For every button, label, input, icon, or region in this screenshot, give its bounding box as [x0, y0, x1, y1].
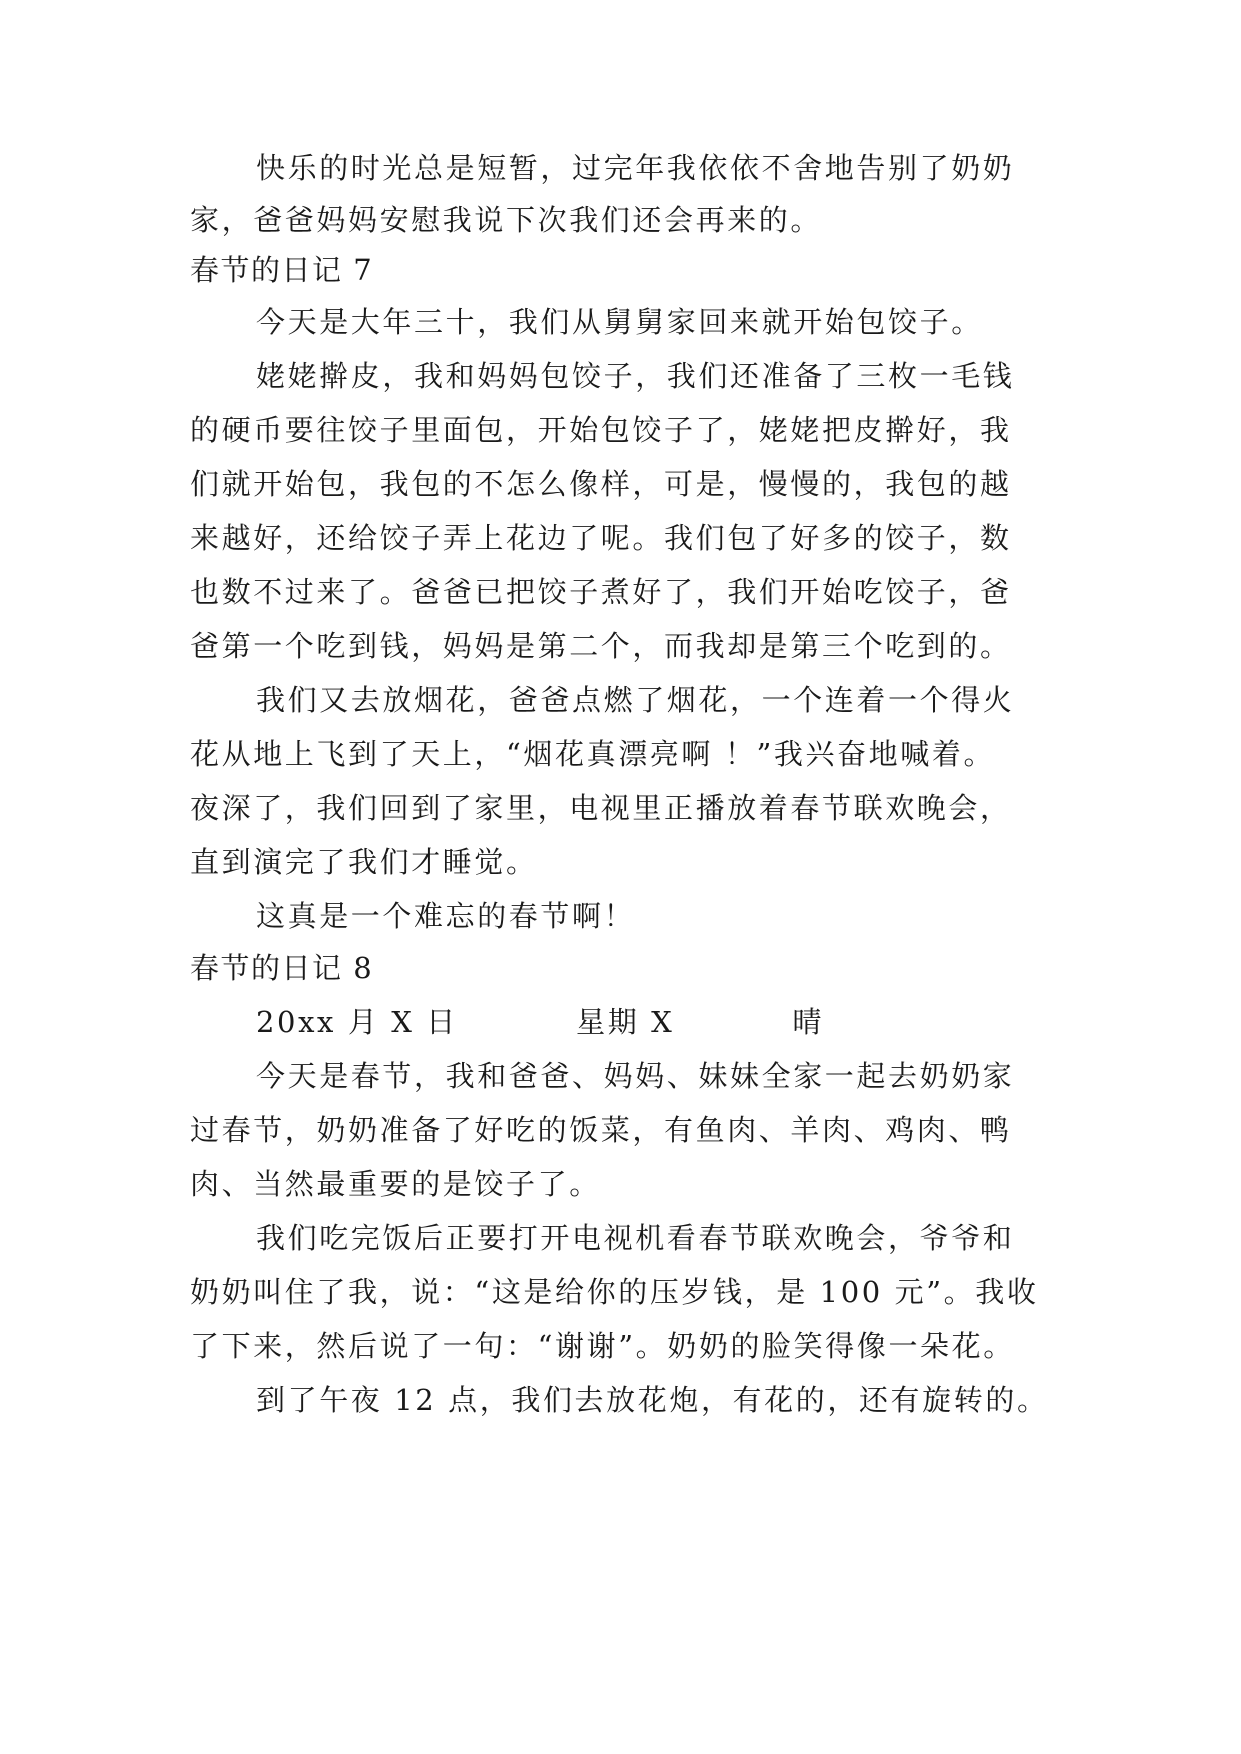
paragraph-line: 来越好，还给饺子弄上花边了呢。我们包了好多的饺子，数: [190, 521, 1012, 555]
paragraph-line: 到了午夜 12 点，我们去放花炮，有花的，还有旋转的。: [256, 1383, 1049, 1417]
paragraph-line: 姥姥擀皮，我和妈妈包饺子，我们还准备了三枚一毛钱: [256, 359, 1015, 393]
paragraph-line: 也数不过来了。爸爸已把饺子煮好了，我们开始吃饺子，爸: [190, 575, 1012, 609]
paragraph-line: 快乐的时光总是短暂，过完年我依依不舍地告别了奶奶: [256, 151, 1015, 185]
date-weather-line: 20xx 月 X 日 星期 X 晴: [256, 1005, 825, 1039]
paragraph-line: 家，爸爸妈妈安慰我说下次我们还会再来的。: [190, 203, 823, 237]
paragraph-line: 们就开始包，我包的不怎么像样，可是，慢慢的，我包的越: [190, 467, 1012, 501]
paragraph-line: 爸第一个吃到钱，妈妈是第二个，而我却是第三个吃到的。: [190, 629, 1012, 663]
paragraph-line: 过春节，奶奶准备了好吃的饭菜，有鱼肉、羊肉、鸡肉、鸭: [190, 1113, 1012, 1147]
paragraph-line: 的硬币要往饺子里面包，开始包饺子了，姥姥把皮擀好，我: [190, 413, 1012, 447]
paragraph-line: 肉、当然最重要的是饺子了。: [190, 1167, 601, 1201]
paragraph-line: 今天是春节，我和爸爸、妈妈、妹妹全家一起去奶奶家: [256, 1059, 1015, 1093]
paragraph-line: 了下来，然后说了一句：“谢谢”。奶奶的脸笑得像一朵花。: [190, 1329, 1015, 1363]
paragraph-line: 夜深了，我们回到了家里，电视里正播放着春节联欢晚会，: [190, 791, 1012, 825]
paragraph-line: 花从地上飞到了天上，“烟花真漂亮啊 ！”我兴奋地喊着。: [190, 737, 996, 771]
section-heading: 春节的日记 7: [190, 253, 374, 287]
section-heading: 春节的日记 8: [190, 951, 374, 985]
paragraph-line: 直到演完了我们才睡觉。: [190, 845, 538, 879]
paragraph-line: 我们吃完饭后正要打开电视机看春节联欢晚会，爷爷和: [256, 1221, 1015, 1255]
paragraph-line: 我们又去放烟花，爸爸点燃了烟花，一个连着一个得火: [256, 683, 1015, 717]
paragraph-line: 奶奶叫住了我，说：“这是给你的压岁钱，是 100 元”。我收: [190, 1275, 1039, 1309]
paragraph-line: 这真是一个难忘的春节啊！: [256, 899, 636, 933]
paragraph-line: 今天是大年三十，我们从舅舅家回来就开始包饺子。: [256, 305, 983, 339]
